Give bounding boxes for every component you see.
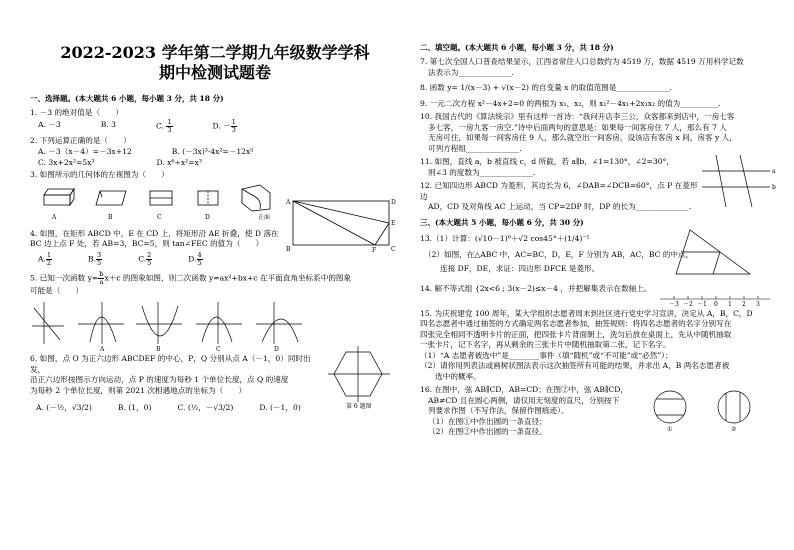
q4-option-d: D. $\frac{4}{5}$ — [188, 250, 202, 267]
q5-label-b: B — [156, 346, 161, 352]
q11-line2: 则∠3 的度数为______________. — [428, 167, 536, 177]
q4-point-e: E — [391, 219, 396, 227]
q2-stem: 2. 下列运算正确的是（ ） — [30, 135, 131, 145]
q4-rectangle-figure — [285, 195, 400, 253]
q9: 9. 一元二次方程 x²－4x+2=0 的两根为 x₁，x₂，则 x₁²－4x₁+2x₁x₂ 的值为__________. — [420, 98, 721, 108]
q10-line3: 无房可住，如果每一间客房住 9 人，那么就空出一间客房，设该店有客房 x 间，房客 y 人， — [428, 133, 737, 142]
q1-stem: 1. －3 的绝对值是（ ） — [30, 108, 123, 117]
q3-label-b: B — [108, 213, 113, 221]
q6-stem-2: 沿正六边形按图示方向运动，点 P 的速度为每秒 1 个单位长度，点 Q 的速度 — [30, 375, 289, 384]
q2-options-row1 — [30, 146, 400, 157]
q4-point-a: A — [286, 198, 291, 206]
right-column — [420, 0, 780, 438]
q3-stem: 3. 如图所示的几何体的左视图为（ ） — [30, 170, 169, 179]
axis-tick: －1 — [697, 300, 707, 307]
q4-point-c: C — [391, 245, 396, 253]
q15-line6: （2）请你用列表法或画树状图法表示这次抽签所有可能的结果，并求出 A，B 两名志愿者被 — [420, 361, 730, 370]
q15-line7: 选中的概率。 — [420, 371, 481, 381]
axis-tick: 2 — [742, 300, 746, 307]
q4-point-d: D — [391, 198, 396, 206]
axis-tick: 1 — [728, 300, 732, 307]
q16-line5: （2）在图②中作出圆的一条直径。 — [428, 427, 547, 436]
q2-option-d: D. x⁶÷x²=x³ — [156, 158, 202, 167]
q5-label-d: D — [274, 346, 279, 352]
q4-option-c: C. $\frac{2}{5}$ — [138, 250, 152, 267]
q6-option-d: D. (－1，0) — [259, 403, 301, 412]
q6-stem-3: 为每秒 2 个单位长度，则第 2021 次相遇地点的坐标为（ ） — [30, 385, 247, 395]
q2-options-row2 — [30, 157, 400, 168]
q1-option-d: D. － $\frac{1}{3}$ — [212, 117, 236, 134]
q11-label-a: a — [772, 168, 776, 175]
section2-heading: 二、填空题。(本大题共 6 小题，每小题 3 分，共 18 分) — [420, 43, 614, 52]
q15-line5: （1）“A 志愿者被选中”是________事件（填“随机”或“不可能”或“必然”）； — [420, 350, 673, 360]
q15-line3: 四张完全相同不透明卡片的正面，把四张卡片背面朝上，洗匀后放在桌面上，先从中随机抽取 — [420, 329, 732, 339]
q4-point-b: B — [286, 245, 291, 253]
q16-line4: （1）在图①中作出圆的一条直径； — [428, 416, 547, 426]
q16-block — [420, 385, 780, 438]
q10-line1: 10. 我国古代的《算法统宗》里有这样一首诗：“我问开店李三公，众客都来到店中，一房七客 — [420, 112, 735, 121]
q3-label-c: C — [157, 213, 162, 221]
section3-heading: 三、(本大题共 5 小题，每小题 6 分，共 30 分) — [420, 217, 584, 227]
q6-option-c: C. (½，－√3/2) — [177, 403, 234, 412]
left-column — [30, 0, 400, 413]
q12-line2: AD，CD 及对角线 AC 上运动，当 CP=2DP 时，DP 的长为______________. — [428, 202, 692, 211]
axis-tick: 0 — [714, 300, 718, 307]
q5-label-a: A — [100, 346, 105, 352]
q15-line2: 四名志愿者中通过抽签的方式确定两名志愿者参加，抽签规则：将四名志愿者的名字分别写在 — [420, 319, 732, 328]
q1-option-c: C. $\frac{1}{3}$ — [156, 117, 172, 134]
q6-figure-label: 第 6 题图 — [346, 403, 372, 410]
q2-option-a: A. －3（x－4）=－3x+12 — [38, 147, 132, 156]
q16-figure1-label: ① — [667, 426, 673, 433]
q4-option-b: B. $\frac{3}{5}$ — [88, 250, 102, 267]
q15-line1: 15. 为庆祝建党 100 周年，某大学组织志愿者周末到社区进行党史学习宣讲，决定从 A，B，C，D — [420, 308, 753, 318]
q5-stem-3: 可能是（ ） — [30, 285, 84, 295]
q4-options — [30, 252, 400, 267]
q1-option-b: B. 3 — [100, 119, 116, 129]
q16-figure2-label: ② — [731, 426, 737, 433]
q3-label-d: D — [205, 213, 210, 221]
q6-stem-1: 6. 如图，点 O 为正六边形 ABCDEF 的中心，P，Q 分别从点 A（－1，0）同时出发， — [30, 354, 311, 374]
q5-label-c: C — [216, 346, 221, 352]
exam-title-line2: 期中检测试题卷 — [158, 63, 271, 82]
q8: 8. 函数 y= 1/(x－3) + √(x－2) 的自变量 x 的取值范围是______________. — [420, 83, 673, 92]
q4-option-a: A. $\frac{1}{2}$ — [38, 250, 52, 267]
q2-option-c: C. 3x+2x²=5x³ — [38, 158, 95, 167]
axis-tick: －3 — [669, 300, 679, 307]
q16-line1: 16. 在图中，弦 AB∥CD，AB=CD；在图②中，弦 AB∥CD， — [420, 385, 628, 394]
q11-line1: 11. 如图，直线 a，b 被直线 c，d 所截，若 a∥b，∠1=130°，∠2=30°， — [420, 157, 674, 166]
q13-part2-line1: （2）如图，在△ABC 中，AC=BC，D，E，F 分别为 AB，AC，BC 的中点， — [424, 250, 694, 259]
q15-line4: 一张卡片，记下名字，再从剩余的三张卡片中随机抽取第二张，记下名字。 — [420, 340, 671, 349]
q13-triangle-figure — [672, 224, 754, 282]
q6-block — [30, 354, 400, 413]
q6-option-a: A. (－½，√3/2) — [36, 403, 92, 412]
q3-views-svg — [30, 181, 280, 223]
q13-part1: 13.（1）计算：(√10－1)⁰＋√2 cos45°＋(1/4)⁻¹ — [420, 233, 590, 243]
q3-label-a: A — [52, 213, 57, 221]
q6-option-b: B. (1，0) — [117, 403, 152, 412]
q11-lines-figure — [700, 153, 778, 211]
q16-line2: AB≠CD 且在圆心两侧，请仅用无刻度的直尺，分别按下 — [428, 395, 620, 405]
q7-line1: 7. 第七次全国人口普查结果显示，江西省常住人口总数约为 4519 万，数据 4519 万用科学记数 — [420, 57, 744, 66]
q5-stem-line1: 5. 已知一次函数 y= $\frac{b}{a}$ x＋c 的图象如图，则二次函数 y=ax²+bx+c 在平面直角坐标系中的图象 — [30, 269, 352, 286]
q3-label-front: 正面 — [258, 213, 271, 221]
q12-line1: 12. 已知四边形 ABCD 为菱形，其边长为 6，∠DAB=∠DCB=60°，点 P 在菱形边 — [420, 181, 698, 201]
q13-block — [420, 234, 780, 275]
q4-stem-2: BC 边上点 F 处，若 AB=3，BC=5，则 tan∠FEC 的值为（ ） — [30, 239, 264, 248]
exam-title-line1: 2022-2023 学年第二学期九年级数学学科 — [60, 43, 370, 62]
axis-tick: －2 — [683, 300, 693, 307]
q14-number-line — [420, 293, 780, 307]
q13-part2-line2: 连接 DF，DE，求证：四边形 DFCE 是菱形。 — [440, 263, 600, 273]
q11-label-b: b — [772, 184, 776, 191]
q10-line4: 可列方程组______________. — [428, 143, 522, 153]
q1-option-a: A. －3 — [38, 119, 61, 129]
q10-line2: 多七客，一房九客一房空.”诗中后面两句的意思是：如果每一间客房住 7 人，那么有 7 人 — [428, 122, 727, 132]
q6-hexagon-figure — [326, 344, 400, 410]
q4-point-f: F — [372, 246, 377, 253]
q4-stem-1: 4. 如图，在矩形 ABCD 中，E 在 CD 上，将矩形沿 AE 折叠，使 D 落在 — [30, 228, 279, 238]
q1-options — [30, 119, 400, 134]
section1-heading: 一、选择题。(本大题共 6 小题，每小题 3 分，共 18 分) — [30, 94, 224, 103]
q2-option-b: B. (－3x)³·4x²=－12x⁵ — [171, 147, 254, 156]
q16-circles-figure — [646, 387, 766, 433]
q7-line2: 法表示为______________. — [428, 67, 514, 77]
q16-line3: 列要求作图（不写作法，保留作图痕迹）。 — [428, 406, 569, 415]
axis-tick: 3 — [756, 300, 760, 307]
q14: 14. 解不等式组 {2x<6 ; 3(x－2)≤x－4 ，并把解集表示在数轴上。 — [420, 284, 652, 293]
